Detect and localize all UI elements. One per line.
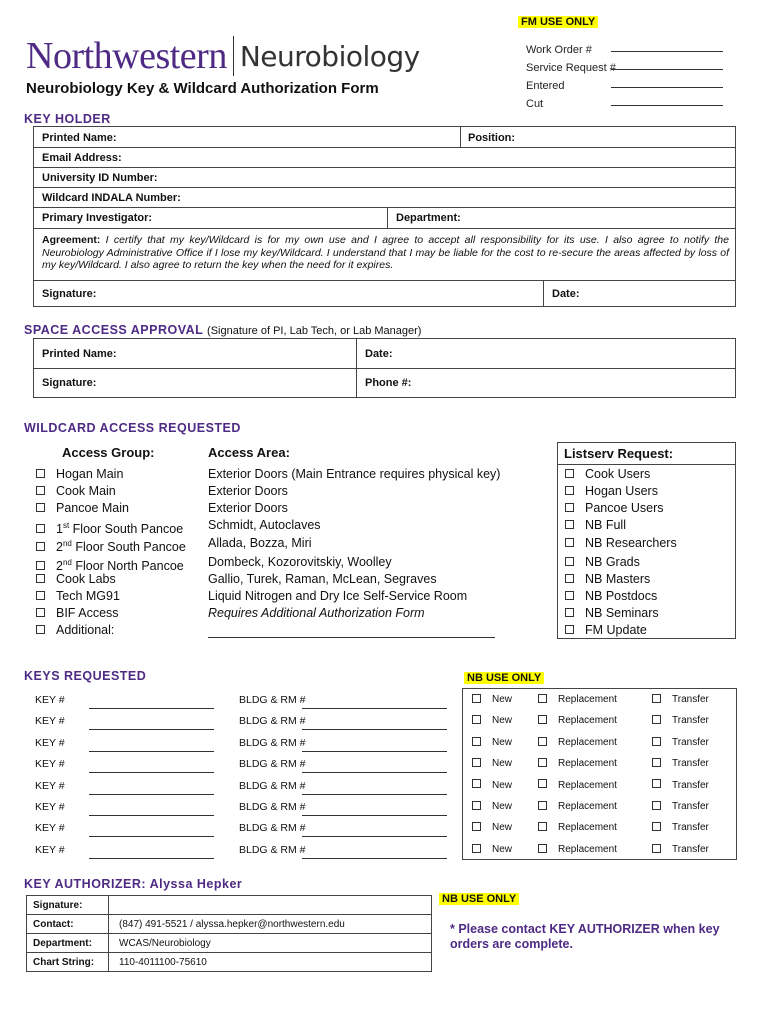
authorizer-label: Department:: [27, 934, 109, 953]
approver-date-field[interactable]: Date:: [365, 348, 393, 360]
keys-requested-heading: KEYS REQUESTED: [24, 669, 147, 683]
key-number-line[interactable]: [89, 794, 214, 795]
checkbox[interactable]: [652, 779, 661, 788]
transfer-checkbox[interactable]: Transfer: [652, 758, 709, 769]
access-area-item: Schmidt, Autoclaves: [208, 518, 321, 532]
new-checkbox[interactable]: New: [472, 758, 512, 769]
authorizer-row: [27, 934, 432, 953]
new-checkbox[interactable]: New: [472, 694, 512, 705]
access-group-row[interactable]: 2nd Floor North Pancoe: [36, 554, 184, 575]
checkbox[interactable]: [538, 779, 547, 788]
key-holder-date-field[interactable]: Date:: [552, 288, 580, 300]
university-id-field[interactable]: University ID Number:: [42, 172, 158, 184]
access-group-row[interactable]: Cook Main: [36, 483, 116, 500]
key-request-row: KEY # BLDG & RM # New Replacement Transfer: [0, 796, 770, 817]
checkbox[interactable]: [472, 822, 481, 831]
checkbox[interactable]: [36, 574, 45, 583]
checkbox[interactable]: [36, 608, 45, 617]
checkbox[interactable]: [538, 844, 547, 853]
transfer-checkbox[interactable]: Transfer: [652, 822, 709, 833]
access-area-item: Gallio, Turek, Raman, McLean, Segraves: [208, 572, 437, 586]
checkbox[interactable]: [472, 715, 481, 724]
access-group-row[interactable]: BIF Access: [36, 605, 119, 622]
form-title: Neurobiology Key & Wildcard Authorization Form: [26, 80, 379, 97]
authorizer-note: * Please contact KEY AUTHORIZER when key orders are complete.: [450, 922, 720, 951]
key-request-row: KEY # BLDG & RM # New Replacement Transfer: [0, 732, 770, 753]
checkbox[interactable]: [652, 822, 661, 831]
checkbox[interactable]: [652, 844, 661, 853]
checkbox[interactable]: [36, 561, 45, 570]
key-number-line[interactable]: [89, 858, 214, 859]
access-group-row[interactable]: Additional:: [36, 622, 114, 639]
listserv-option[interactable]: Cook Users: [565, 466, 650, 483]
wildcard-heading: WILDCARD ACCESS REQUESTED: [24, 421, 241, 435]
checkbox[interactable]: [652, 737, 661, 746]
authorizer-label: Contact:: [27, 915, 109, 934]
key-request-row: KEY # BLDG & RM # New Replacement Transfer: [0, 775, 770, 796]
transfer-checkbox[interactable]: Transfer: [652, 780, 709, 791]
key-request-row: KEY # BLDG & RM # New Replacement Transfer: [0, 710, 770, 731]
authorizer-row: [27, 896, 432, 915]
checkbox[interactable]: [36, 503, 45, 512]
new-checkbox[interactable]: New: [472, 844, 512, 855]
access-area-item: Exterior Doors: [208, 484, 288, 498]
access-group-row[interactable]: Tech MG91: [36, 588, 120, 605]
listserv-option[interactable]: NB Masters: [565, 571, 650, 588]
transfer-checkbox[interactable]: Transfer: [652, 694, 709, 705]
checkbox[interactable]: [472, 758, 481, 767]
authorizer-label: Signature:: [27, 896, 109, 915]
primary-investigator-field[interactable]: Primary Investigator:: [42, 212, 153, 224]
new-checkbox[interactable]: New: [472, 822, 512, 833]
key-number-line[interactable]: [89, 751, 214, 752]
key-holder-box: [33, 126, 736, 307]
northwestern-logo: Northwestern Neurobiology: [26, 35, 420, 77]
bldg-room-line[interactable]: [302, 729, 447, 730]
access-area-item: Liquid Nitrogen and Dry Ice Self-Service Room: [208, 589, 468, 603]
replacement-checkbox[interactable]: Replacement: [538, 758, 617, 769]
listserv-option[interactable]: NB Grads: [565, 554, 640, 571]
bldg-room-line[interactable]: [302, 794, 447, 795]
listserv-header: Listserv Request:: [564, 446, 674, 461]
key-request-row: KEY # BLDG & RM # New Replacement Transfer: [0, 689, 770, 710]
bldg-room-line[interactable]: [302, 708, 447, 709]
checkbox[interactable]: [565, 574, 574, 583]
agreement-text: Agreement: I certify that my key/Wildcard is for my own use and I agree to accept all responsibility for its use. I also agree to notify the Neurobiology Administrative Office if I lose my key/Wildcard. I understand that I may be liable for the cost to re-secure the areas affected by loss of my key/Wildcard. I also agree to return the key when the need for it expires.: [42, 234, 729, 271]
transfer-checkbox[interactable]: Transfer: [652, 715, 709, 726]
checkbox[interactable]: [472, 801, 481, 810]
transfer-checkbox[interactable]: Transfer: [652, 844, 709, 855]
additional-area-line[interactable]: [208, 637, 495, 638]
new-checkbox[interactable]: New: [472, 801, 512, 812]
listserv-option[interactable]: NB Full: [565, 517, 626, 534]
access-area-item: Exterior Doors: [208, 501, 288, 515]
authorizer-value: 110-4011100-75610: [109, 953, 432, 972]
bldg-room-line[interactable]: [302, 815, 447, 816]
fm-fields: [526, 40, 726, 112]
checkbox[interactable]: [538, 758, 547, 767]
key-number-line[interactable]: [89, 815, 214, 816]
key-holder-heading: KEY HOLDER: [24, 112, 111, 126]
bldg-room-line[interactable]: [302, 836, 447, 837]
approver-printed-name-field[interactable]: Printed Name:: [42, 348, 117, 360]
authorizer-label: Chart String:: [27, 953, 109, 972]
new-checkbox[interactable]: New: [472, 780, 512, 791]
access-group-row[interactable]: 2nd Floor South Pancoe: [36, 535, 186, 556]
checkbox[interactable]: [538, 801, 547, 810]
fm-use-only-badge: FM USE ONLY: [518, 16, 598, 28]
keys-nb-use-only-badge: NB USE ONLY: [464, 672, 544, 684]
authorizer-value[interactable]: [109, 896, 432, 915]
transfer-checkbox[interactable]: Transfer: [652, 737, 709, 748]
department-field[interactable]: Department:: [396, 212, 461, 224]
checkbox[interactable]: [538, 694, 547, 703]
replacement-checkbox[interactable]: Replacement: [538, 694, 617, 705]
checkbox[interactable]: [565, 591, 574, 600]
listserv-option[interactable]: Hogan Users: [565, 483, 658, 500]
checkbox[interactable]: [472, 779, 481, 788]
checkbox[interactable]: [538, 737, 547, 746]
transfer-checkbox[interactable]: Transfer: [652, 801, 709, 812]
listserv-option[interactable]: NB Seminars: [565, 605, 659, 622]
access-area-header: Access Area:: [208, 445, 290, 460]
wildcard-number-field[interactable]: Wildcard INDALA Number:: [42, 192, 181, 204]
fm-field-cut[interactable]: Cut: [526, 94, 726, 112]
access-group-row[interactable]: Cook Labs: [36, 571, 116, 588]
replacement-checkbox[interactable]: Replacement: [538, 737, 617, 748]
key-authorizer-table: [26, 895, 432, 972]
space-access-heading: SPACE ACCESS APPROVAL (Signature of PI, Lab Tech, or Lab Manager): [24, 323, 422, 337]
key-request-row: KEY # BLDG & RM # New Replacement Transfer: [0, 839, 770, 860]
checkbox[interactable]: [565, 503, 574, 512]
replacement-checkbox[interactable]: Replacement: [538, 822, 617, 833]
access-area-item: Allada, Bozza, Miri: [208, 536, 312, 550]
checkbox[interactable]: [565, 557, 574, 566]
checkbox[interactable]: [472, 694, 481, 703]
bldg-room-line[interactable]: [302, 751, 447, 752]
access-group-row[interactable]: Pancoe Main: [36, 500, 129, 517]
replacement-checkbox[interactable]: Replacement: [538, 801, 617, 812]
checkbox[interactable]: [36, 625, 45, 634]
fm-field-entered[interactable]: Entered: [526, 76, 726, 94]
access-group-header: Access Group:: [62, 445, 155, 460]
key-request-row: KEY # BLDG & RM # New Replacement Transfer: [0, 753, 770, 774]
listserv-option[interactable]: Pancoe Users: [565, 500, 664, 517]
position-field[interactable]: Position:: [468, 132, 516, 144]
space-access-box: [33, 338, 736, 398]
access-group-row[interactable]: Hogan Main: [36, 466, 123, 483]
replacement-checkbox[interactable]: Replacement: [538, 715, 617, 726]
key-number-line[interactable]: [89, 836, 214, 837]
checkbox[interactable]: [538, 822, 547, 831]
key-number-line[interactable]: [89, 772, 214, 773]
bldg-room-line[interactable]: [302, 772, 447, 773]
checkbox[interactable]: [36, 591, 45, 600]
checkbox[interactable]: [565, 608, 574, 617]
replacement-checkbox[interactable]: Replacement: [538, 780, 617, 791]
authorizer-value: WCAS/Neurobiology: [109, 934, 432, 953]
listserv-option[interactable]: NB Researchers: [565, 535, 677, 552]
checkbox[interactable]: [652, 694, 661, 703]
authorizer-row: [27, 915, 432, 934]
email-field[interactable]: Email Address:: [42, 152, 122, 164]
checkbox[interactable]: [36, 469, 45, 478]
checkbox[interactable]: [565, 486, 574, 495]
authorizer-row: [27, 953, 432, 972]
access-area-item: Dombeck, Kozorovitskiy, Woolley: [208, 555, 392, 569]
approver-phone-field[interactable]: Phone #:: [365, 377, 412, 389]
key-authorizer-heading: KEY AUTHORIZER: Alyssa Hepker: [24, 877, 243, 891]
checkbox[interactable]: [565, 625, 574, 634]
new-checkbox[interactable]: New: [472, 715, 512, 726]
checkbox[interactable]: [652, 715, 661, 724]
key-holder-signature-field[interactable]: Signature:: [42, 288, 97, 300]
access-area-item: Requires Additional Authorization Form: [208, 606, 425, 620]
checkbox[interactable]: [472, 737, 481, 746]
listserv-option[interactable]: NB Postdocs: [565, 588, 657, 605]
authorizer-nb-use-only-badge: NB USE ONLY: [439, 893, 519, 905]
checkbox[interactable]: [36, 486, 45, 495]
access-area-item: Exterior Doors (Main Entrance requires physical key): [208, 467, 501, 481]
key-request-row: KEY # BLDG & RM # New Replacement Transfer: [0, 817, 770, 838]
checkbox[interactable]: [565, 520, 574, 529]
key-number-line[interactable]: [89, 708, 214, 709]
listserv-option[interactable]: FM Update: [565, 622, 647, 639]
new-checkbox[interactable]: New: [472, 737, 512, 748]
printed-name-field[interactable]: Printed Name:: [42, 132, 117, 144]
checkbox[interactable]: [652, 758, 661, 767]
checkbox[interactable]: [565, 469, 574, 478]
access-group-row[interactable]: 1st Floor South Pancoe: [36, 517, 183, 538]
authorizer-value: (847) 491-5521 / alyssa.hepker@northwestern.edu: [109, 915, 432, 934]
bldg-room-line[interactable]: [302, 858, 447, 859]
fm-field-work-order[interactable]: Work Order #: [526, 40, 726, 58]
approver-signature-field[interactable]: Signature:: [42, 377, 97, 389]
checkbox[interactable]: [36, 524, 45, 533]
checkbox[interactable]: [472, 844, 481, 853]
checkbox[interactable]: [36, 542, 45, 551]
checkbox[interactable]: [652, 801, 661, 810]
fm-field-service-request[interactable]: Service Request #: [526, 58, 726, 76]
replacement-checkbox[interactable]: Replacement: [538, 844, 617, 855]
checkbox[interactable]: [565, 538, 574, 547]
checkbox[interactable]: [538, 715, 547, 724]
key-number-line[interactable]: [89, 729, 214, 730]
